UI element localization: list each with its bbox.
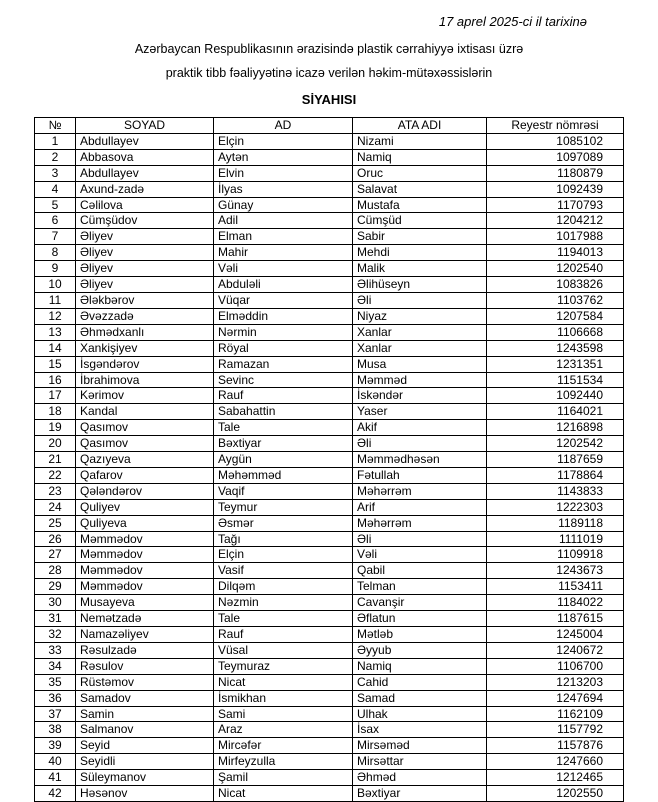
cell-registry-number: 1187659: [487, 452, 624, 468]
cell-number: 31: [35, 611, 76, 627]
cell-number: 3: [35, 165, 76, 181]
column-header-registry-number: Reyestr nömrəsi: [487, 118, 624, 134]
cell-surname: İbrahimova: [76, 372, 214, 388]
cell-surname: Qafarov: [76, 467, 214, 483]
cell-name: Vüsal: [214, 642, 353, 658]
cell-number: 13: [35, 324, 76, 340]
table-row: [35, 213, 624, 229]
cell-number: 9: [35, 261, 76, 277]
cell-name: Vüqar: [214, 292, 353, 308]
cell-registry-number: 1178864: [487, 467, 624, 483]
cell-registry-number: 1247660: [487, 754, 624, 770]
cell-patronymic: Cümşüd: [353, 213, 487, 229]
table-row: [35, 563, 624, 579]
cell-patronymic: Fətullah: [353, 467, 487, 483]
table-row: [35, 531, 624, 547]
document-subtitle-line2: praktik tibb fəaliyyətinə icazə verilən həkim-mütəxəssislərin: [165, 66, 493, 80]
cell-number: 38: [35, 722, 76, 738]
cell-name: Tale: [214, 611, 353, 627]
cell-number: 36: [35, 690, 76, 706]
cell-name: Aytən: [214, 149, 353, 165]
cell-number: 20: [35, 436, 76, 452]
cell-patronymic: Əlihüseyn: [353, 277, 487, 293]
table-row: [35, 658, 624, 674]
cell-registry-number: 1212465: [487, 770, 624, 786]
table-header-row: [35, 118, 624, 134]
cell-surname: Əvəzzadə: [76, 308, 214, 324]
cell-name: Elman: [214, 229, 353, 245]
cell-patronymic: Xanlar: [353, 324, 487, 340]
cell-registry-number: 1151534: [487, 372, 624, 388]
cell-number: 18: [35, 404, 76, 420]
cell-registry-number: 1017988: [487, 229, 624, 245]
table-row: [35, 467, 624, 483]
cell-surname: Samadov: [76, 690, 214, 706]
cell-number: 41: [35, 770, 76, 786]
cell-surname: Ələkbərov: [76, 292, 214, 308]
cell-patronymic: İskəndər: [353, 388, 487, 404]
cell-name: Vəli: [214, 261, 353, 277]
table-row: [35, 611, 624, 627]
table-row: [35, 579, 624, 595]
table-row: [35, 340, 624, 356]
cell-registry-number: 1194013: [487, 245, 624, 261]
cell-number: 14: [35, 340, 76, 356]
cell-surname: Axund-zadə: [76, 181, 214, 197]
cell-surname: Rəsulzadə: [76, 642, 214, 658]
cell-name: Sabahattin: [214, 404, 353, 420]
cell-patronymic: Xanlar: [353, 340, 487, 356]
cell-name: Şamil: [214, 770, 353, 786]
cell-patronymic: Əli: [353, 292, 487, 308]
cell-surname: Əhmədxanlı: [76, 324, 214, 340]
cell-name: Abduləli: [214, 277, 353, 293]
table-row: [35, 308, 624, 324]
cell-registry-number: 1103762: [487, 292, 624, 308]
cell-surname: Kandal: [76, 404, 214, 420]
cell-registry-number: 1085102: [487, 133, 624, 149]
cell-number: 32: [35, 627, 76, 643]
cell-registry-number: 1243673: [487, 563, 624, 579]
cell-registry-number: 1170793: [487, 197, 624, 213]
cell-patronymic: Mehdi: [353, 245, 487, 261]
cell-number: 42: [35, 786, 76, 802]
cell-registry-number: 1202540: [487, 261, 624, 277]
cell-patronymic: Akif: [353, 420, 487, 436]
table-row: [35, 452, 624, 468]
cell-surname: Əliyev: [76, 245, 214, 261]
cell-patronymic: Məmmədhəsən: [353, 452, 487, 468]
cell-surname: Nemətzadə: [76, 611, 214, 627]
cell-name: Nəzmin: [214, 595, 353, 611]
cell-registry-number: 1189118: [487, 515, 624, 531]
cell-patronymic: Vəli: [353, 547, 487, 563]
cell-surname: Samin: [76, 706, 214, 722]
cell-name: Dilqəm: [214, 579, 353, 595]
cell-name: Mirfeyzulla: [214, 754, 353, 770]
cell-name: Əsmər: [214, 515, 353, 531]
cell-registry-number: 1083826: [487, 277, 624, 293]
cell-patronymic: Mirsəməd: [353, 738, 487, 754]
table-row: [35, 722, 624, 738]
cell-surname: Xankişiyev: [76, 340, 214, 356]
cell-surname: Namazəliyev: [76, 627, 214, 643]
cell-number: 5: [35, 197, 76, 213]
cell-surname: Seyid: [76, 738, 214, 754]
cell-name: Ramazan: [214, 356, 353, 372]
table-row: [35, 690, 624, 706]
cell-registry-number: 1187615: [487, 611, 624, 627]
cell-patronymic: Əflatun: [353, 611, 487, 627]
cell-number: 35: [35, 674, 76, 690]
cell-name: Nicat: [214, 786, 353, 802]
cell-number: 6: [35, 213, 76, 229]
cell-name: Rauf: [214, 388, 353, 404]
table-row: [35, 627, 624, 643]
cell-number: 7: [35, 229, 76, 245]
table-row: [35, 372, 624, 388]
cell-name: Elvin: [214, 165, 353, 181]
table-row: [35, 133, 624, 149]
cell-name: Tale: [214, 420, 353, 436]
cell-number: 2: [35, 149, 76, 165]
cell-name: Günay: [214, 197, 353, 213]
cell-number: 28: [35, 563, 76, 579]
cell-registry-number: 1222303: [487, 499, 624, 515]
cell-name: Mircəfər: [214, 738, 353, 754]
document-heading: SİYAHISI: [301, 92, 357, 107]
cell-patronymic: Əyyub: [353, 642, 487, 658]
table-row: [35, 706, 624, 722]
table-row: [35, 786, 624, 802]
cell-patronymic: Namiq: [353, 658, 487, 674]
cell-name: Rauf: [214, 627, 353, 643]
table-body: [35, 133, 624, 801]
cell-name: Röyal: [214, 340, 353, 356]
cell-number: 30: [35, 595, 76, 611]
cell-name: Vaqif: [214, 483, 353, 499]
cell-registry-number: 1245004: [487, 627, 624, 643]
cell-patronymic: Mətləb: [353, 627, 487, 643]
cell-registry-number: 1243598: [487, 340, 624, 356]
cell-name: İsmikhan: [214, 690, 353, 706]
cell-patronymic: İsax: [353, 722, 487, 738]
cell-surname: Abbasova: [76, 149, 214, 165]
cell-number: 37: [35, 706, 76, 722]
cell-patronymic: Məhərrəm: [353, 515, 487, 531]
cell-registry-number: 1184022: [487, 595, 624, 611]
cell-name: Vasif: [214, 563, 353, 579]
cell-number: 15: [35, 356, 76, 372]
cell-patronymic: Məmməd: [353, 372, 487, 388]
cell-patronymic: Əhməd: [353, 770, 487, 786]
cell-number: 19: [35, 420, 76, 436]
table-row: [35, 547, 624, 563]
cell-name: Tağı: [214, 531, 353, 547]
table-row: [35, 197, 624, 213]
cell-surname: Qasımov: [76, 420, 214, 436]
cell-registry-number: 1216898: [487, 420, 624, 436]
cell-surname: Qasımov: [76, 436, 214, 452]
table-row: [35, 483, 624, 499]
cell-name: Nərmin: [214, 324, 353, 340]
column-header-number: №: [35, 118, 76, 134]
cell-number: 8: [35, 245, 76, 261]
cell-registry-number: 1180879: [487, 165, 624, 181]
cell-registry-number: 1143833: [487, 483, 624, 499]
cell-patronymic: Əli: [353, 436, 487, 452]
table-row: [35, 515, 624, 531]
cell-registry-number: 1240672: [487, 642, 624, 658]
cell-number: 23: [35, 483, 76, 499]
cell-surname: Salmanov: [76, 722, 214, 738]
cell-patronymic: Sabir: [353, 229, 487, 245]
cell-registry-number: 1162109: [487, 706, 624, 722]
cell-surname: Cümşüdov: [76, 213, 214, 229]
cell-surname: Əliyev: [76, 229, 214, 245]
table-row: [35, 499, 624, 515]
cell-number: 12: [35, 308, 76, 324]
table-row: [35, 324, 624, 340]
cell-registry-number: 1213203: [487, 674, 624, 690]
cell-name: Bəxtiyar: [214, 436, 353, 452]
cell-surname: Quliyeva: [76, 515, 214, 531]
cell-surname: Kərimov: [76, 388, 214, 404]
cell-name: Mahir: [214, 245, 353, 261]
cell-name: Sevinc: [214, 372, 353, 388]
cell-surname: Həsənov: [76, 786, 214, 802]
cell-patronymic: Ulhak: [353, 706, 487, 722]
cell-number: 17: [35, 388, 76, 404]
cell-number: 24: [35, 499, 76, 515]
column-header-surname: SOYAD: [76, 118, 214, 134]
cell-surname: Quliyev: [76, 499, 214, 515]
table-row: [35, 436, 624, 452]
cell-registry-number: 1111019: [487, 531, 624, 547]
table-row: [35, 595, 624, 611]
cell-patronymic: Oruc: [353, 165, 487, 181]
table-row: [35, 642, 624, 658]
table-row: [35, 770, 624, 786]
cell-surname: Əliyev: [76, 261, 214, 277]
cell-name: Teymur: [214, 499, 353, 515]
table-row: [35, 165, 624, 181]
cell-patronymic: Əli: [353, 531, 487, 547]
cell-patronymic: Yaser: [353, 404, 487, 420]
cell-number: 33: [35, 642, 76, 658]
cell-patronymic: Cavanşir: [353, 595, 487, 611]
cell-surname: Məmmədov: [76, 563, 214, 579]
cell-patronymic: Qabil: [353, 563, 487, 579]
table-row: [35, 261, 624, 277]
cell-registry-number: 1092440: [487, 388, 624, 404]
table-row: [35, 292, 624, 308]
cell-registry-number: 1247694: [487, 690, 624, 706]
cell-name: Nicat: [214, 674, 353, 690]
cell-number: 1: [35, 133, 76, 149]
table-row: [35, 277, 624, 293]
cell-number: 4: [35, 181, 76, 197]
cell-registry-number: 1231351: [487, 356, 624, 372]
specialists-table: [34, 117, 624, 802]
cell-patronymic: Bəxtiyar: [353, 786, 487, 802]
cell-registry-number: 1092439: [487, 181, 624, 197]
cell-surname: Məmmədov: [76, 531, 214, 547]
cell-patronymic: Samad: [353, 690, 487, 706]
cell-name: Elçin: [214, 547, 353, 563]
cell-surname: Musayeva: [76, 595, 214, 611]
cell-number: 25: [35, 515, 76, 531]
cell-name: Aygün: [214, 452, 353, 468]
cell-number: 26: [35, 531, 76, 547]
cell-patronymic: Arif: [353, 499, 487, 515]
table-row: [35, 754, 624, 770]
cell-registry-number: 1153411: [487, 579, 624, 595]
cell-registry-number: 1109918: [487, 547, 624, 563]
cell-patronymic: Telman: [353, 579, 487, 595]
cell-patronymic: Salavat: [353, 181, 487, 197]
cell-name: İlyas: [214, 181, 353, 197]
table-row: [35, 356, 624, 372]
cell-registry-number: 1202550: [487, 786, 624, 802]
table-row: [35, 181, 624, 197]
document-date: 17 aprel 2025-ci il tarixinə: [438, 14, 587, 29]
cell-surname: Seyidli: [76, 754, 214, 770]
cell-registry-number: 1106700: [487, 658, 624, 674]
cell-number: 29: [35, 579, 76, 595]
cell-registry-number: 1204212: [487, 213, 624, 229]
table-row: [35, 738, 624, 754]
table-row: [35, 245, 624, 261]
column-header-patronymic: ATA ADI: [353, 118, 487, 134]
cell-surname: Rəsulov: [76, 658, 214, 674]
cell-surname: Qələndərov: [76, 483, 214, 499]
cell-number: 40: [35, 754, 76, 770]
cell-surname: Rüstəmov: [76, 674, 214, 690]
cell-registry-number: 1164021: [487, 404, 624, 420]
cell-number: 27: [35, 547, 76, 563]
cell-number: 21: [35, 452, 76, 468]
cell-number: 10: [35, 277, 76, 293]
cell-patronymic: Malik: [353, 261, 487, 277]
cell-number: 16: [35, 372, 76, 388]
document-subtitle-line1: Azərbaycan Respublikasının ərazisində plastik cərrahiyyə ixtisası üzrə: [134, 42, 524, 56]
table-row: [35, 674, 624, 690]
table-row: [35, 404, 624, 420]
cell-registry-number: 1207584: [487, 308, 624, 324]
cell-patronymic: Mustafa: [353, 197, 487, 213]
cell-surname: Abdullayev: [76, 165, 214, 181]
cell-name: Adil: [214, 213, 353, 229]
cell-patronymic: Nizami: [353, 133, 487, 149]
cell-registry-number: 1157792: [487, 722, 624, 738]
cell-surname: Süleymanov: [76, 770, 214, 786]
cell-registry-number: 1202542: [487, 436, 624, 452]
cell-surname: Qazıyeva: [76, 452, 214, 468]
cell-surname: Məmmədov: [76, 547, 214, 563]
cell-patronymic: Mirsəttar: [353, 754, 487, 770]
cell-surname: Məmmədov: [76, 579, 214, 595]
cell-name: Elçin: [214, 133, 353, 149]
cell-registry-number: 1106668: [487, 324, 624, 340]
table-row: [35, 229, 624, 245]
cell-number: 22: [35, 467, 76, 483]
cell-registry-number: 1157876: [487, 738, 624, 754]
cell-number: 11: [35, 292, 76, 308]
cell-registry-number: 1097089: [487, 149, 624, 165]
cell-patronymic: Niyaz: [353, 308, 487, 324]
cell-name: Məhəmməd: [214, 467, 353, 483]
cell-surname: Abdullayev: [76, 133, 214, 149]
cell-surname: İsgəndərov: [76, 356, 214, 372]
cell-surname: Cəlilova: [76, 197, 214, 213]
cell-number: 39: [35, 738, 76, 754]
table-row: [35, 420, 624, 436]
cell-patronymic: Namiq: [353, 149, 487, 165]
cell-surname: Əliyev: [76, 277, 214, 293]
cell-patronymic: Məhərrəm: [353, 483, 487, 499]
cell-name: Elməddin: [214, 308, 353, 324]
column-header-name: AD: [214, 118, 353, 134]
cell-number: 34: [35, 658, 76, 674]
table-row: [35, 149, 624, 165]
cell-name: Sami: [214, 706, 353, 722]
table-row: [35, 388, 624, 404]
cell-patronymic: Cahid: [353, 674, 487, 690]
cell-patronymic: Musa: [353, 356, 487, 372]
cell-name: Araz: [214, 722, 353, 738]
cell-name: Teymuraz: [214, 658, 353, 674]
